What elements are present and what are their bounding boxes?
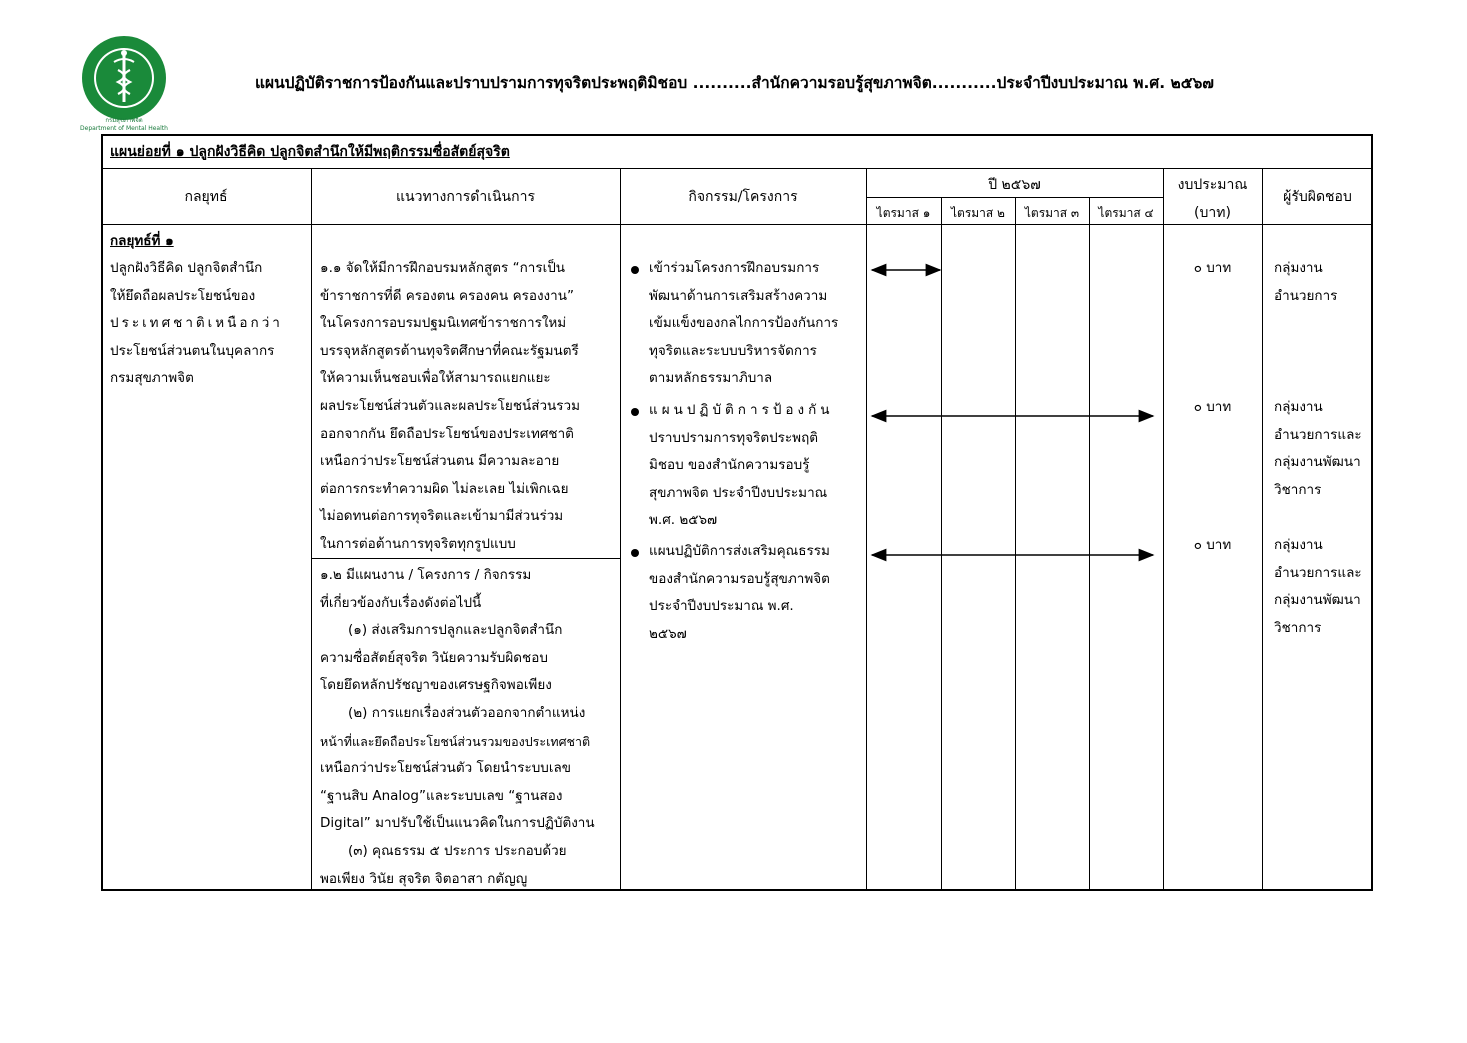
sub-plan-title: แผนย่อยที่ ๑ ปลูกฝังวิธีคิด ปลูกจิตสำนึกให้มีพฤติกรรมซื่อสัตย์สุจริต: [110, 144, 510, 160]
strategy-text: ปลูกฝังวิธีคิด ปลูกจิตสำนึก ให้ยึดถือผลประโยชน์ของ ประเทศชาติเหนือกว่า ประโยชน์ส่วนตนในบุคลากร กรมสุขภาพจิต: [110, 260, 283, 387]
logo-caption-en: Department of Mental Health: [80, 125, 168, 132]
activity-3: แผนปฏิบัติการส่งเสริมคุณธรรม ของสำนักความรอบรู้สุขภาพจิต ประจำปีงบประมาณ พ.ศ. ๒๕๖๗: [649, 543, 830, 642]
header-quarter-3: ไตรมาส ๓: [1024, 206, 1080, 220]
strategy-title: กลยุทธ์ที่ ๑: [110, 233, 174, 249]
approach-1-2: ๑.๒ มีแผนงาน / โครงการ / กิจกรรม ที่เกี่ยวข้องกับเรื่องดังต่อไปนี้ (๑) ส่งเสริมการปลูกและปลูกจิตสำนึก ความซื่อสัตย์สุจริต วินัยความรับผิดชอบ โดยยึดหลักปรัชญาของเศรษฐกิจพอเพียง (๒) การแยกเรื่องส่วนตัวออกจากตำแหน่ง หน้าที่และยึดถือประโยชน์ส่วนรวมของประเทศชาติ เหนือกว่าประโยชน์ส่วนตัว โดยนำระบบเลข “ฐานสิบ Analog”และระบบเลข “ฐานสอง Digital” มาปรับใช้เป็นแนวคิดในการปฏิบัติงาน (๓) คุณธรรม ๕ ประการ ประกอบด้วย พอเพียง วินัย สุจริต จิตอาสา กตัญญู: [320, 567, 595, 887]
header-responsible: ผู้รับผิดชอบ: [1283, 189, 1352, 205]
responsible-activity-1: กลุ่มงาน อำนวยการ: [1274, 260, 1338, 304]
budget-activity-3: ๐ บาท: [1193, 537, 1232, 553]
header-budget-unit: (บาท): [1194, 205, 1231, 221]
responsible-activity-3: กลุ่มงาน อำนวยการและ กลุ่มงานพัฒนา วิชาการ: [1274, 537, 1362, 636]
header-budget: งบประมาณ: [1177, 177, 1248, 193]
header-activity: กิจกรรม/โครงการ: [688, 189, 798, 205]
approach-1-1: ๑.๑ จัดให้มีการฝึกอบรมหลักสูตร “การเป็น ข้าราชการที่ดี ครองตน ครองคน ครองงาน” ในโครงการอบรมปฐมนิเทศข้าราชการใหม่ บรรจุหลักสูตรต้านทุจริตศึกษาที่คณะรัฐมนตรี ให้ความเห็นชอบเพื่อให้สามารถแยกแยะ ผลประโยชน์ส่วนตัวและผลประโยชน์ส่วนรวม ออกจากกัน ยึดถือประโยชน์ของประเทศชาติ เหนือกว่าประโยชน์ส่วนตน มีความละอาย ต่อการกระทำความผิด ไม่ละเลย ไม่เพิกเฉย ไม่อดทนต่อการทุจริตและเข้ามามีส่วนร่วม ในการต่อต้านการทุจริตทุกรูปแบบ: [320, 260, 581, 552]
logo-caption-th: กรมสุขภาพจิต: [105, 117, 143, 124]
responsible-activity-2: กลุ่มงาน อำนวยการและ กลุ่มงานพัฒนา วิชาการ: [1274, 399, 1362, 498]
header-year: ปี ๒๕๖๗: [988, 177, 1041, 193]
header-quarter-2: ไตรมาส ๒: [951, 206, 1005, 220]
header-quarter-1: ไตรมาส ๑: [876, 206, 931, 220]
budget-activity-2: ๐ บาท: [1193, 399, 1232, 415]
page-title: แผนปฏิบัติราชการป้องกันและปราบปรามการทุจริตประพฤติมิชอบ ..........สำนักความรอบรู้สุขภาพจิต...........ประจำปีงบประมาณ พ.ศ. ๒๕๖๗: [255, 74, 1214, 92]
activity-1: เข้าร่วมโครงการฝึกอบรมการ พัฒนาด้านการเสริมสร้างความ เข้มแข็งของกลไกการป้องกันการ ทุจริตและระบบบริหารจัดการ ตามหลักธรรมาภิบาล: [649, 260, 839, 387]
header-quarter-4: ไตรมาส ๔: [1098, 206, 1154, 220]
activity-2: แผนปฏิบัติการป้องกัน ปราบปรามการทุจริตประพฤติ มิชอบ ของสำนักความรอบรู้ สุขภาพจิต ประจำปีงบประมาณ พ.ศ. ๒๕๖๗: [649, 402, 834, 529]
budget-activity-1: ๐ บาท: [1193, 260, 1232, 276]
header-strategy: กลยุทธ์: [184, 189, 228, 205]
header-approach: แนวทางการดำเนินการ: [396, 189, 535, 205]
